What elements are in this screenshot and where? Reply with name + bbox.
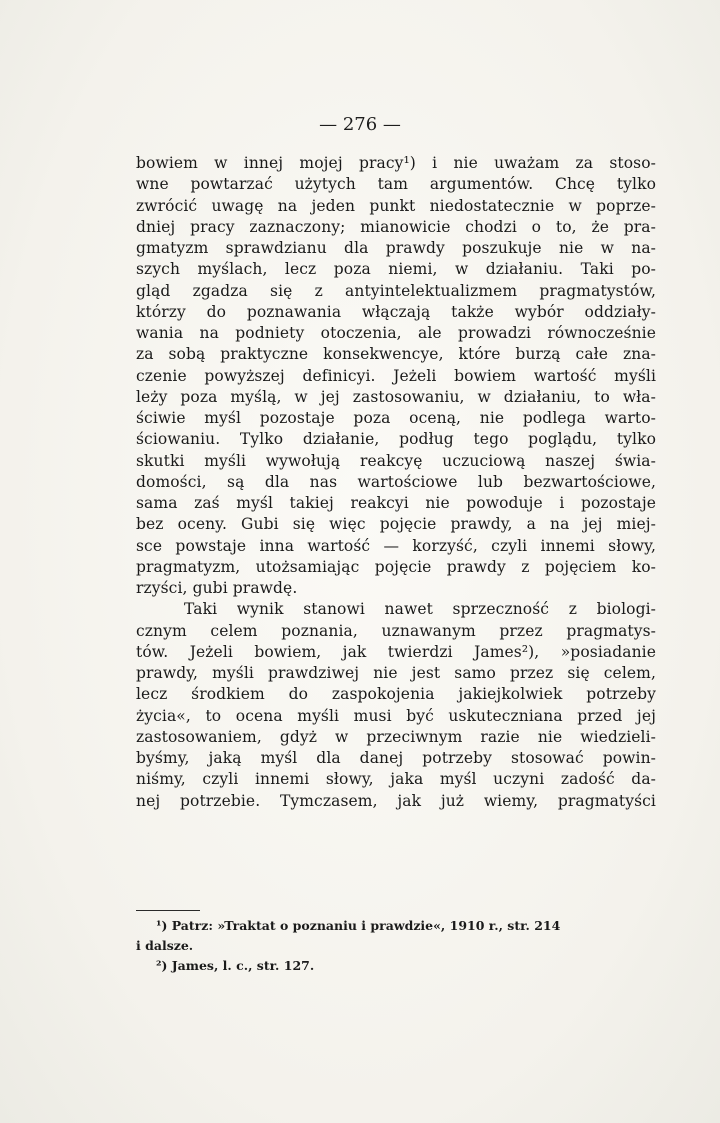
text-line: byśmy, jaką myśl dla danej potrzeby stosować powin-	[136, 749, 656, 767]
footnote-2: ²) James, l. c., str. 127.	[156, 958, 315, 973]
text-line: nej potrzebie. Tymczasem, jak już wiemy, pragmatyści	[136, 791, 656, 810]
text-line: leży poza myślą, w jej zastosowaniu, w działaniu, to wła-	[136, 387, 656, 406]
text-line: ściowaniu. Tylko działanie, podług tego poglądu, tylko	[136, 430, 656, 449]
text-line: gląd zgadza się z antyintelektualizmem pragmatystów,	[136, 281, 656, 300]
paragraph-2	[136, 599, 656, 812]
text-line: lecz środkiem do zaspokojenia jakiejkolwiek potrzeby	[136, 685, 656, 704]
main-text	[136, 153, 656, 812]
text-line: życia«, to ocena myśli musi być uskuteczniana przed jej	[136, 706, 656, 725]
text-line: zwrócić uwagę na jeden punkt niedostatecznie w poprze-	[136, 196, 656, 215]
footnote-divider	[136, 910, 200, 911]
text-line: pragmatyzm, utożsamiając pojęcie prawdy z pojęciem ko-	[136, 557, 656, 576]
text-line: wne powtarzać użytych tam argumentów. Chcę tylko	[136, 175, 656, 194]
footnotes	[136, 916, 656, 976]
text-line: gmatyzm sprawdzianu dla prawdy poszukuje nie w na-	[136, 239, 656, 257]
text-line: cznym celem poznania, uznawanym przez pragmatys-	[136, 621, 656, 640]
text-line: domości, są dla nas wartościowe lub bezwartościowe,	[136, 472, 656, 491]
text-line: skutki myśli wywołują reakcyę uczuciową naszej świa-	[136, 451, 656, 470]
text-line: prawdy, myśli prawdziwej nie jest samo przez się celem,	[136, 664, 656, 682]
text-line: zastosowaniem, gdyż w przeciwnym razie nie wiedzieli-	[136, 727, 656, 746]
text-line: dniej pracy zaznaczony; mianowicie chodzi o to, że pra-	[136, 217, 656, 236]
text-line: tów. Jeżeli bowiem, jak twierdzi James²), »posiadanie	[136, 642, 656, 661]
text-line: niśmy, czyli innemi słowy, jaka myśl uczyni zadość da-	[136, 770, 656, 789]
text-line: za sobą praktyczne konsekwencye, które burzą całe zna-	[136, 345, 656, 364]
page-number: — 276 —	[319, 114, 401, 135]
text-line: sce powstaje inna wartość — korzyść, czyli innemi słowy,	[136, 536, 656, 555]
text-line: rzyści, gubi prawdę.	[136, 579, 298, 597]
paragraph-1	[136, 153, 656, 599]
text-line: bez oceny. Gubi się więc pojęcie prawdy, a na jej miej-	[136, 515, 656, 534]
footnote-1-continuation: i dalsze.	[136, 938, 194, 953]
text-line: czenie powyższej definicyi. Jeżeli bowiem wartość myśli	[136, 366, 656, 385]
text-line: szych myślach, lecz poza niemi, w działaniu. Taki po-	[136, 260, 656, 279]
footnote-1: ¹) Patrz: »Traktat o poznaniu i prawdzie«, 1910 r., str. 214	[156, 918, 561, 933]
text-line: Taki wynik stanowi nawet sprzeczność z biologi-	[184, 600, 656, 619]
text-line: wania na podniety otoczenia, ale prowadzi równocześnie	[136, 324, 656, 342]
text-line: ściwie myśl pozostaje poza oceną, nie podlega warto-	[136, 409, 656, 427]
text-line: którzy do poznawania włączają także wybór oddziały-	[136, 302, 656, 321]
text-line: sama zaś myśl takiej reakcyi nie powoduje i pozostaje	[136, 494, 656, 512]
text-line: bowiem w innej mojej pracy¹) i nie uważam za stoso-	[136, 154, 656, 172]
